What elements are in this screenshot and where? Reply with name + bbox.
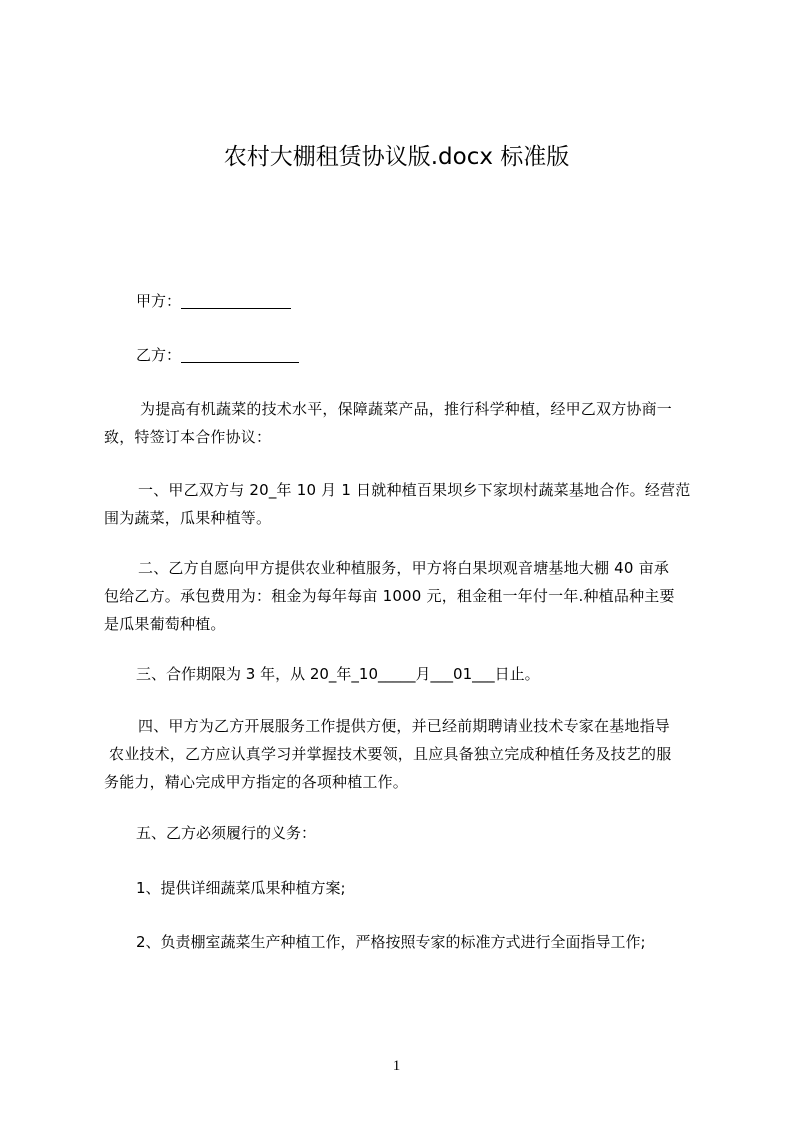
party-a-line [136, 291, 291, 311]
obligation-item-2: 2、负责棚室蔬菜生产种植工作，严格按照专家的标准方式进行全面指导工作; [136, 933, 646, 951]
clause-2-paragraph [104, 554, 704, 638]
clause-line: 农业技术，乙方应认真学习并掌握技术要领，且应具备独立完成种植任务及技艺的服 [109, 745, 672, 763]
clause-line: 包给乙方。承包费用为：租金为每年每亩 1000 元，租金租一年付一年.种植品种主要 [104, 587, 675, 605]
clause-line: 是瓜果葡萄种植。 [104, 615, 226, 633]
document-title: 农村大棚租赁协议版.docx 标准版 [223, 144, 570, 170]
clause-line: 二、乙方自愿向甲方提供农业种植服务，甲方将白果坝观音塘基地大棚 40 亩承 [138, 559, 670, 577]
party-a-blank [181, 292, 291, 309]
clause-3-line: 三、合作期限为 3 年，从 20_年_10_____月___01___日止。 [136, 665, 540, 683]
obligation-item-1: 1、提供详细蔬菜瓜果种植方案; [136, 879, 346, 897]
clause-line: 务能力，精心完成甲方指定的各项种植工作。 [104, 773, 409, 791]
intro-paragraph [104, 395, 704, 451]
party-b-label: 乙方： [136, 346, 182, 364]
clause-line: 一、甲乙双方与 20_年 10 月 1 日就种植百果坝乡下家坝村蔬菜基地合作。经营范 [138, 481, 691, 499]
party-b-line [136, 345, 299, 365]
intro-line: 致，特签订本合作协议： [104, 428, 272, 446]
clause-4-paragraph [104, 712, 704, 796]
party-a-label: 甲方： [136, 292, 182, 310]
clause-5-heading: 五、乙方必须履行的义务： [136, 824, 317, 842]
clause-line: 四、甲方为乙方开展服务工作提供方便，并已经前期聘请业技术专家在基地指导 [138, 717, 671, 735]
clause-line: 围为蔬菜，瓜果种植等。 [104, 509, 272, 527]
clause-1-paragraph [104, 476, 704, 532]
intro-line: 为提高有机蔬菜的技术水平，保障蔬菜产品，推行科学种植，经甲乙双方协商一 [140, 400, 673, 418]
party-b-blank [181, 346, 299, 363]
page-number: 1 [392, 1058, 401, 1074]
